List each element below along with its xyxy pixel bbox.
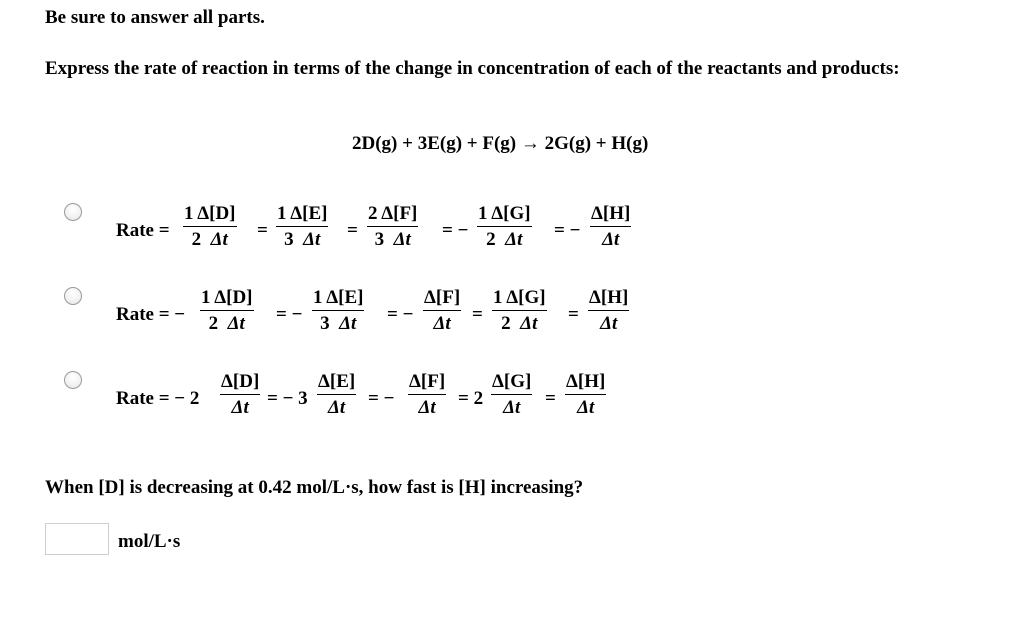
fraction-e: 1 Δ[E] 3 Δt bbox=[277, 203, 328, 250]
fraction-d: 1 Δ[D] 2 Δt bbox=[184, 203, 236, 250]
fraction-f: 2 Δ[F] 3 Δt bbox=[368, 203, 418, 250]
answer-input[interactable] bbox=[45, 523, 109, 555]
reaction-equation: 2D(g) + 3E(g) + F(g) → 2G(g) + H(g) bbox=[352, 133, 649, 154]
equals-sign: = bbox=[568, 304, 579, 325]
fraction-h: Δ[H] Δt bbox=[589, 287, 629, 334]
fraction-f: Δ[F] Δt bbox=[409, 371, 446, 418]
fraction-d: 1 Δ[D] 2 Δt bbox=[201, 287, 253, 334]
equals-sign: = bbox=[472, 304, 483, 325]
option-3-radio[interactable] bbox=[64, 371, 82, 389]
equals-minus-sign: = − 3 bbox=[267, 388, 308, 409]
instruction-text: Be sure to answer all parts. bbox=[45, 7, 265, 28]
rate-label: Rate = − 2 bbox=[116, 388, 200, 409]
question-rate-of-h: When [D] is decreasing at 0.42 mol/L·s, how fast is [H] increasing? bbox=[45, 477, 584, 498]
equals-minus-sign: = − bbox=[387, 304, 414, 325]
equals-sign: = bbox=[257, 220, 268, 241]
fraction-h: Δ[H] Δt bbox=[566, 371, 606, 418]
equals-sign: = bbox=[545, 388, 556, 409]
question-rate-expression: Express the rate of reaction in terms of the change in concentration of each of the reactants and products: bbox=[45, 58, 900, 79]
fraction-g: 1 Δ[G] 2 Δt bbox=[478, 203, 531, 250]
fraction-g: Δ[G] Δt bbox=[492, 371, 532, 418]
equals-minus-sign: = − bbox=[442, 220, 469, 241]
fraction-e: Δ[E] Δt bbox=[318, 371, 356, 418]
rate-label: Rate = bbox=[116, 220, 170, 241]
option-1-radio[interactable] bbox=[64, 203, 82, 221]
rate-label: Rate = − bbox=[116, 304, 186, 325]
equals-minus-sign: = − bbox=[368, 388, 395, 409]
option-2-radio[interactable] bbox=[64, 287, 82, 305]
fraction-e: 1 Δ[E] 3 Δt bbox=[313, 287, 364, 334]
equals-minus-sign: = − bbox=[276, 304, 303, 325]
fraction-d: Δ[D] Δt bbox=[221, 371, 260, 418]
fraction-h: Δ[H] Δt bbox=[591, 203, 631, 250]
equals-sign: = bbox=[347, 220, 358, 241]
equals-sign: = 2 bbox=[458, 388, 484, 409]
answer-unit: mol/L·s bbox=[118, 531, 181, 552]
fraction-f: Δ[F] Δt bbox=[424, 287, 461, 334]
fraction-g: 1 Δ[G] 2 Δt bbox=[493, 287, 546, 334]
equals-minus-sign: = − bbox=[554, 220, 581, 241]
